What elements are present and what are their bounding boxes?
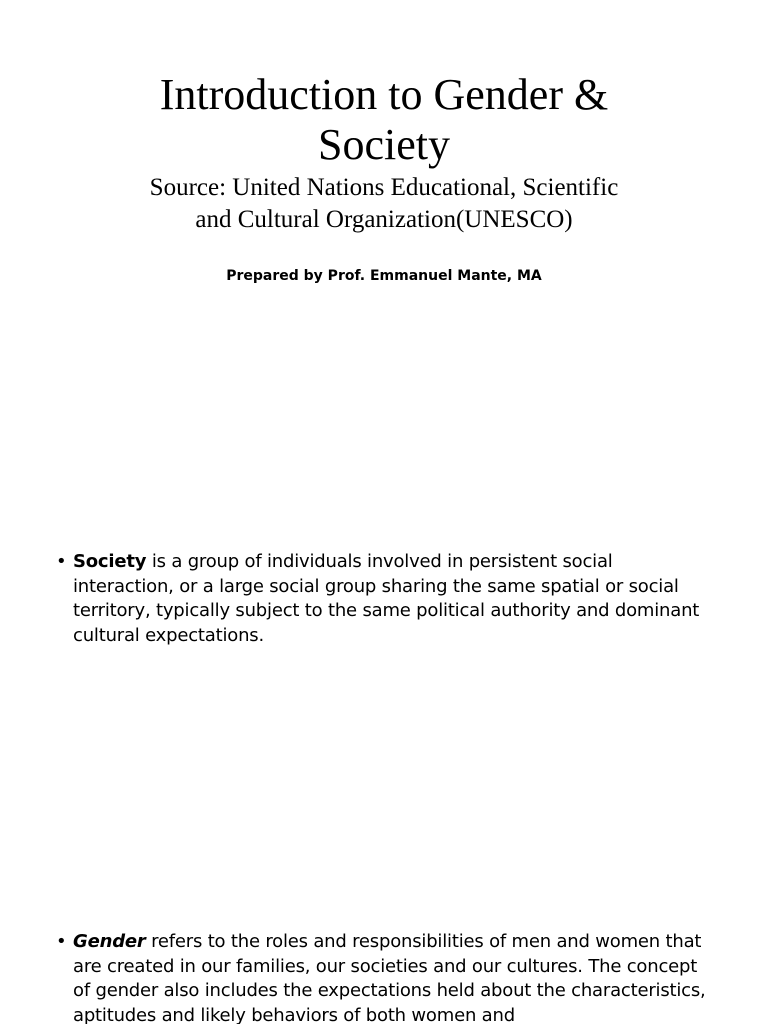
society-definition: is a group of individuals involved in persistent social interaction, or a large social group sharing the same spatial or social territory, typically subject to the same political authority and dominant cultural expectations. xyxy=(73,551,700,646)
bullet-icon: • xyxy=(56,551,67,572)
society-definition-bullet xyxy=(56,550,706,648)
gender-definition-text xyxy=(73,930,706,1024)
gender-term: Gender xyxy=(73,931,146,952)
page-title-line-1: Introduction to Gender & xyxy=(159,70,609,119)
society-definition-text xyxy=(73,550,706,648)
page-title-line-2: Society xyxy=(318,120,450,169)
gender-definition-bullet xyxy=(56,930,706,1024)
source-subtitle-line-1: Source: United Nations Educational, Scientific xyxy=(149,174,619,201)
title-block xyxy=(60,70,708,236)
prepared-by-line: Prepared by Prof. Emmanuel Mante, MA xyxy=(226,268,542,284)
bullet-icon: • xyxy=(56,931,67,952)
source-subtitle xyxy=(60,172,708,236)
society-term: Society xyxy=(73,551,147,572)
page-title xyxy=(60,70,708,170)
gender-definition: refers to the roles and responsibilities of men and women that are created in our families, our societies and our cultures. The concept of gender also includes the expectations held about the characteristics, aptitudes and likely behaviors of both women and xyxy=(73,931,706,1024)
source-subtitle-line-2: and Cultural Organization(UNESCO) xyxy=(195,206,573,233)
